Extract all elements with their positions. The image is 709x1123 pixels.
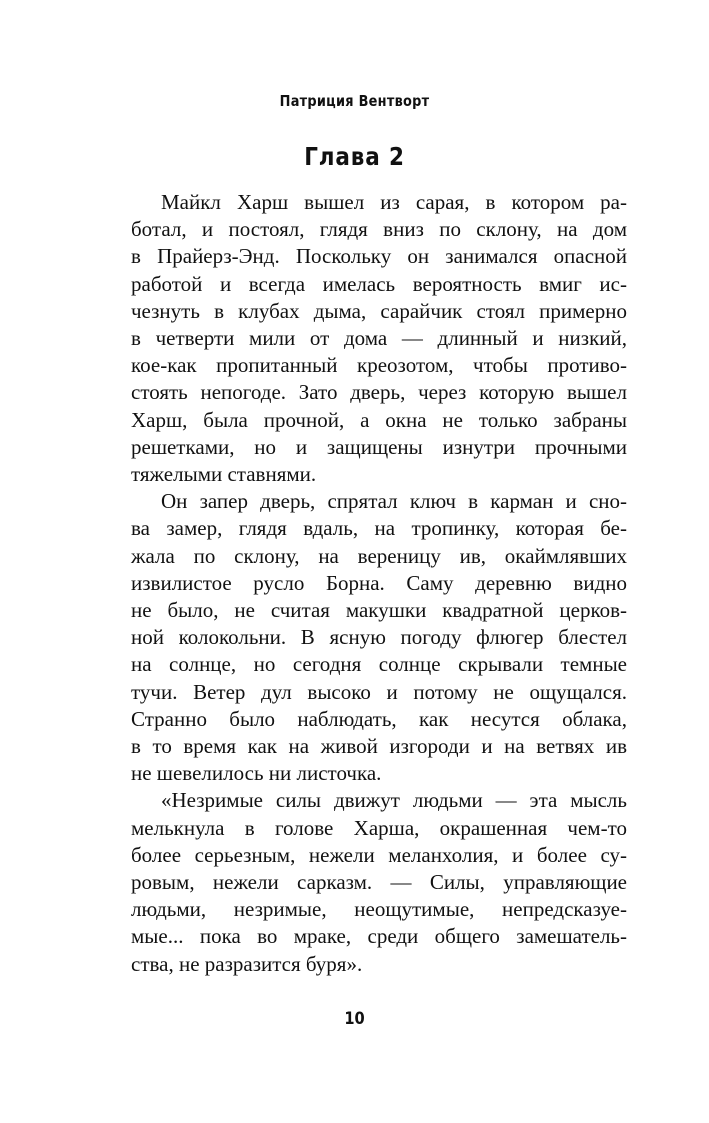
text-line: работой и всегда имелась вероятность вмиг ис-: [131, 271, 627, 296]
text-line: решетками, но и защищены изнутри прочными: [131, 434, 627, 459]
text-line: людьми, незримые, неощутимые, непредсказуе-: [131, 897, 627, 922]
text-line: ровым, нежели сарказм. — Силы, управляющие: [131, 870, 627, 895]
text-line: на солнце, но сегодня солнце скрывали темные: [131, 652, 627, 677]
text-line: в Прайерз-Энд. Поскольку он занимался опасной: [131, 244, 627, 269]
text-line: Он запер дверь, спрятал ключ в карман и сно-: [161, 489, 627, 514]
text-line: жала по склону, на вереницу ив, окаймлявших: [131, 543, 627, 568]
paragraph-2: [131, 488, 627, 787]
body-text: [131, 189, 627, 978]
chapter-title: Глава 2: [304, 142, 405, 171]
text-line: извилистое русло Борна. Саму деревню видно: [131, 570, 627, 595]
paragraph-3: [131, 787, 627, 977]
paragraph-1: [131, 189, 627, 488]
running-head-author: Патриция Вентворт: [279, 92, 430, 110]
text-line: кое-как пропитанный креозотом, чтобы противо-: [131, 353, 627, 378]
text-line: чезнуть в клубах дыма, сарайчик стоял примерно: [131, 298, 627, 323]
text-line: ной колокольни. В ясную погоду флюгер блестел: [131, 625, 627, 650]
text-line: не было, не считая макушки квадратной церков-: [131, 598, 627, 623]
text-line: тяжелыми ставнями.: [131, 462, 317, 487]
text-line: более серьезным, нежели меланхолия, и более су-: [131, 842, 627, 867]
text-line: мые... пока во мраке, среди общего замешатель-: [131, 924, 627, 949]
text-line: ботал, и постоял, глядя вниз по склону, на дом: [131, 217, 627, 242]
text-line: тучи. Ветер дул высоко и потому не ощущался.: [131, 679, 627, 704]
text-line: стоять непогоде. Зато дверь, через которую вышел: [131, 380, 627, 405]
text-line: мелькнула в голове Харша, окрашенная чем-то: [131, 815, 627, 840]
text-line: не шевелилось ни листочка.: [131, 761, 382, 786]
text-line: Странно было наблюдать, как несутся облака,: [131, 706, 627, 731]
text-line: ва замер, глядя вдаль, на тропинку, которая бе-: [131, 516, 627, 541]
text-line: Майкл Харш вышел из сарая, в котором ра-: [161, 190, 627, 214]
text-line: в четверти мили от дома — длинный и низкий,: [131, 326, 627, 351]
text-line: в то время как на живой изгороди и на ветвях ив: [131, 734, 627, 759]
page-number: 10: [344, 1009, 365, 1029]
text-line: «Незримые силы движут людьми — эта мысль: [161, 788, 627, 813]
text-line: Харш, была прочной, а окна не только забраны: [131, 407, 627, 432]
text-line: ства, не разразится буря».: [131, 951, 363, 976]
